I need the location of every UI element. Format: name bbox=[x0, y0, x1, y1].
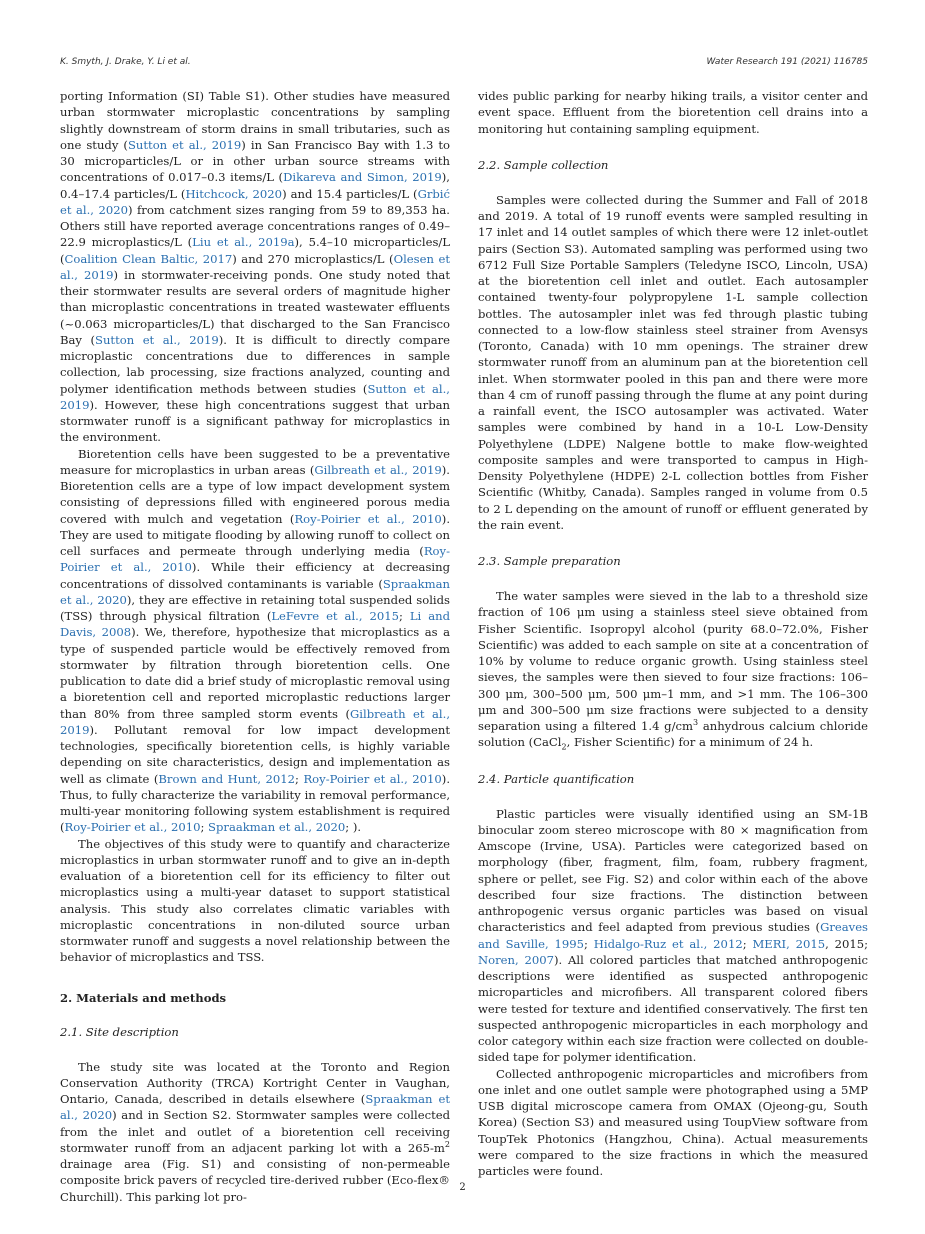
citation-link[interactable]: Liu et al., 2019a bbox=[192, 235, 295, 250]
citation-link[interactable]: Roy-Poirier et al., 2010 bbox=[294, 511, 442, 526]
paragraph: Collected anthropogenic microparticles and microfibers from one inlet and one outlet sample were photographed using a 5MP USB digital microscope camera from OMAX (Ojeong-gu, South Korea) (Section S3) and measured using ToupView software from ToupTek Photonics (Hangzhou, China). Actual measurements were compared to the size fractions in which the measured particles were found. bbox=[478, 1066, 868, 1178]
page-number: 2 bbox=[459, 1182, 466, 1193]
citation-link[interactable]: Gilbreath et al., 2019 bbox=[60, 706, 450, 737]
subsection-heading: 2.1. Site description bbox=[60, 1024, 179, 1039]
citation-link[interactable]: Noren, 2007 bbox=[478, 952, 554, 967]
citation-link[interactable]: Hitchcock, 2020 bbox=[185, 186, 283, 201]
paragraph: Samples were collected during the Summer and Fall of 2018 and 2019. A total of 19 runoff events were sampled resulting in 17 inlet and 14 outlet samples of which there were 12 inlet-outlet pairs (Section S3). Automated sampling was performed using two 6712 Full Size Portable Samplers (Teledyne ISCO, Lincoln, USA) at the bioretention cell inlet and outlet. Each autosampler contained twenty-four polypropylene 1-L sample collection bottles. The autosampler inlet was fed through plastic tubing connected to a low-flow stainless steel strainer from Avensys (Toronto, Canada) with 10 mm openings. The strainer drew stormwater runoff from an aluminum pan at the bioretention cell inlet. When stormwater pooled in this pan and there were more than 4 cm of runoff passing through the flume at any point during a rainfall event, the ISCO autosampler was activated. Water samples were combined by hand in a 10-L Low-Density Polyethylene (LDPE) Nalgene bottle to make flow-weighted composite samples and were transported to campus in High-Density Polyethylene (HDPE) 2-L collection bottles from Fisher Scientific (Whitby, Canada). Samples ranged in volume from 0.5 to 2 L depending on the amount of runoff or effluent generated by the rain event. bbox=[478, 192, 868, 532]
paragraph: The study site was located at the Toronto and Region Conservation Authority (TRCA) Kortright Center in Vaughan, Ontario, Canada, described in details elsewhere (Spraakman et al., 2020) and in Section S2. Stormwater samples were collected from the inlet and outlet of a bioretention cell receiving stormwater runoff from an adjacent parking lot with a $265-m^2$ drainage area (Fig. S1) and consisting of non-permeable composite brick pavers of recycled tire-derived rubber (Eco-flex® Churchill). This parking lot pro- bbox=[60, 1059, 451, 1204]
left-column bbox=[60, 88, 450, 1205]
paragraph: Bioretention cells have been suggested to be a preventative measure for microplastics in urban areas (Gilbreath et al., 2019). Bioretention cells are a type of low impact development system consisting of depressions filled with engineered porous media covered with mulch and vegetation (Roy-Poirier et al., 2010). They are used to mitigate flooding by allowing runoff to collect on cell surfaces and permeate through underlying media (Roy-Poirier et al., 2010). While their efficiency at decreasing concentrations of dissolved contaminants is variable (Spraakman et al., 2020), they are effective in retaining total suspended solids (TSS) through physical filtration (LeFevre et al., 2015; Li and Davis, 2008). We, therefore, hypothesize that microplastics as a type of suspended particle would be effectively removed from stormwater by filtration through bioretention cells. One publication to date did a brief study of microplastic removal using a bioretention cell and reported microplastic reductions larger than 80% from three sampled storm events (Gilbreath et al., 2019). Pollutant removal for low impact development technologies, specifically bioretention cells, is highly variable depending on site characteristics, design and implementation as well as climate (Brown and Hunt, 2012; Roy-Poirier et al., 2010). Thus, to fully characterize the variability in removal performance, multi-year monitoring following system establishment is required (Roy-Poirier et al., 2010; Spraakman et al., 2020; ). bbox=[60, 446, 451, 835]
paragraph: porting Information (SI) Table S1). Other studies have measured urban stormwater microplastic concentrations by sampling slightly downstream of storm drains in small tributaries, such as one study (Sutton et al., 2019) in San Francisco Bay with 1.3 to 30 microparticles/L or in other urban source streams with concentrations of 0.017–0.3 items/L (Dikareva and Simon, 2019), 0.4–17.4 particles/L (Hitchcock, 2020) and 15.4 particles/L (Grbić et al., 2020) from catchment sizes ranging from 59 to 89,353 ha. Others still have reported average concentrations ranges of 0.49–22.9 microplastics/L (Liu et al., 2019a), 5.4–10 microparticles/L (Coalition Clean Baltic, 2017) and 270 microplastics/L (Olesen et al., 2019) in stormwater-receiving ponds. One study noted that their stormwater results are several orders of magnitude higher than microplastic concentrations in treated wastewater effluents (~0.063 microparticles/L) that discharged to the San Francisco Bay (Sutton et al., 2019). It is difficult to directly compare microplastic concentrations due to differences in sample collection, lab processing, size fractions analyzed, counting and polymer identification methods between studies (Sutton et al., 2019). However, these high concentrations suggest that urban stormwater runoff is a significant pathway for microplastics in the environment. bbox=[60, 89, 451, 445]
subsection-heading: 2.2. Sample collection bbox=[478, 157, 609, 172]
subsection-heading: 2.4. Particle quantification bbox=[478, 771, 635, 786]
running-header-journal: Water Research 191 (2021) 116785 bbox=[706, 57, 868, 67]
citation-link[interactable]: Olesen et al., 2019 bbox=[60, 251, 450, 282]
subsection-heading: 2.3. Sample preparation bbox=[478, 554, 621, 568]
citation-link[interactable]: Greaves and Saville, 1995 bbox=[478, 920, 868, 951]
citation-link[interactable]: Spraakman et al., 2020 bbox=[60, 1092, 450, 1123]
paragraph: Plastic particles were visually identified using an SM-1B binocular zoom stereo microscope with 80 × magnification from Amscope (Irvine, USA). Particles were categorized based on morphology (fiber, fragment, film, foam, rubbery fragment, sphere or pellet, see Fig. S2) and color within each of the above described four size fractions. The distinction between anthropogenic versus organic particles was based on visual characteristics and feel adapted from previous studies (Greaves and Saville, 1995; Hidalgo-Ruz et al., 2012; MERI, 2015, 2015; Noren, 2007). All colored particles that matched anthropogenic descriptions were identified as suspected anthropogenic microparticles and microfibers. All transparent colored fibers were tested for texture and identified conservatively. The first ten suspected anthropogenic microparticles in each morphology and color category within each size fraction were collected on double-sided tape for polymer identification. bbox=[478, 806, 869, 1065]
citation-link[interactable]: Spraakman et al., 2020 bbox=[208, 820, 346, 835]
citation-link[interactable]: LeFevre et al., 2015 bbox=[271, 609, 399, 623]
citation-link[interactable]: Hidalgo-Ruz et al., 2012 bbox=[593, 936, 743, 951]
right-column bbox=[478, 88, 868, 1179]
section-heading: 2. Materials and methods bbox=[60, 990, 227, 1005]
citation-link[interactable]: Sutton et al., 2019 bbox=[95, 332, 219, 347]
citation-link[interactable]: Roy-Poirier et al., 2010 bbox=[303, 771, 442, 786]
citation-link[interactable]: Spraakman et al., 2020 bbox=[60, 576, 450, 607]
citation-link[interactable]: Roy-Poirier et al., 2010 bbox=[64, 820, 201, 835]
citation-link[interactable]: Brown and Hunt, 2012 bbox=[158, 771, 296, 786]
citation-link[interactable]: Dikareva and Simon, 2019 bbox=[283, 170, 442, 185]
citation-link[interactable]: Grbić et al., 2020 bbox=[60, 186, 451, 217]
paragraph: vides public parking for nearby hiking trails, a visitor center and event space. Effluent from the bioretention cell drains into a monitoring hut containing sampling equipment. bbox=[478, 89, 868, 136]
citation-link[interactable]: Sutton et al., 2019 bbox=[60, 381, 450, 412]
running-header-authors: K. Smyth, J. Drake, Y. Li et al. bbox=[60, 57, 191, 67]
citation-link[interactable]: Gilbreath et al., 2019 bbox=[314, 462, 442, 477]
citation-link[interactable]: Li and Davis, 2008 bbox=[60, 609, 450, 640]
paragraph: The objectives of this study were to quantify and characterize microplastics in urban stormwater runoff and to give an in-depth evaluation of a bioretention cell for its efficiency to filter out microplastics using a multi-year dataset to support statistical analysis. This study also correlates climatic variables with microplastic concentrations in non-diluted source urban stormwater runoff and suggests a novel relationship between the behavior of microplastics and TSS. bbox=[60, 836, 450, 965]
paragraph: The water samples were sieved in the lab to a threshold size fraction of 106 μm using a stainless steel sieve obtained from Fisher Scientific. Isopropyl alcohol (purity 68.0–72.0%, Fisher Scientific) was added to each sample on site at a concentration of 10% by volume to reduce organic growth. Using stainless steel sieves, the samples were then sieved to four size fractions: 106–300 μm, 300–500 μm, 500 μm–1 mm, and >1 mm. The 106–300 μm and 300–500 μm size fractions were subjected to a density separation using a filtered 1.4 $g/cm^3$ anhydrous calcium chloride solution (CaCl$_2$, Fisher Scientific) for a minimum of 24 h. bbox=[478, 589, 868, 752]
citation-link[interactable]: Coalition Clean Baltic, 2017 bbox=[64, 251, 233, 266]
citation-link[interactable]: MERI, 2015 bbox=[752, 936, 826, 951]
citation-link[interactable]: Sutton et al., 2019 bbox=[127, 137, 242, 152]
citation-link[interactable]: Roy-Poirier et al., 2010 bbox=[60, 544, 450, 575]
